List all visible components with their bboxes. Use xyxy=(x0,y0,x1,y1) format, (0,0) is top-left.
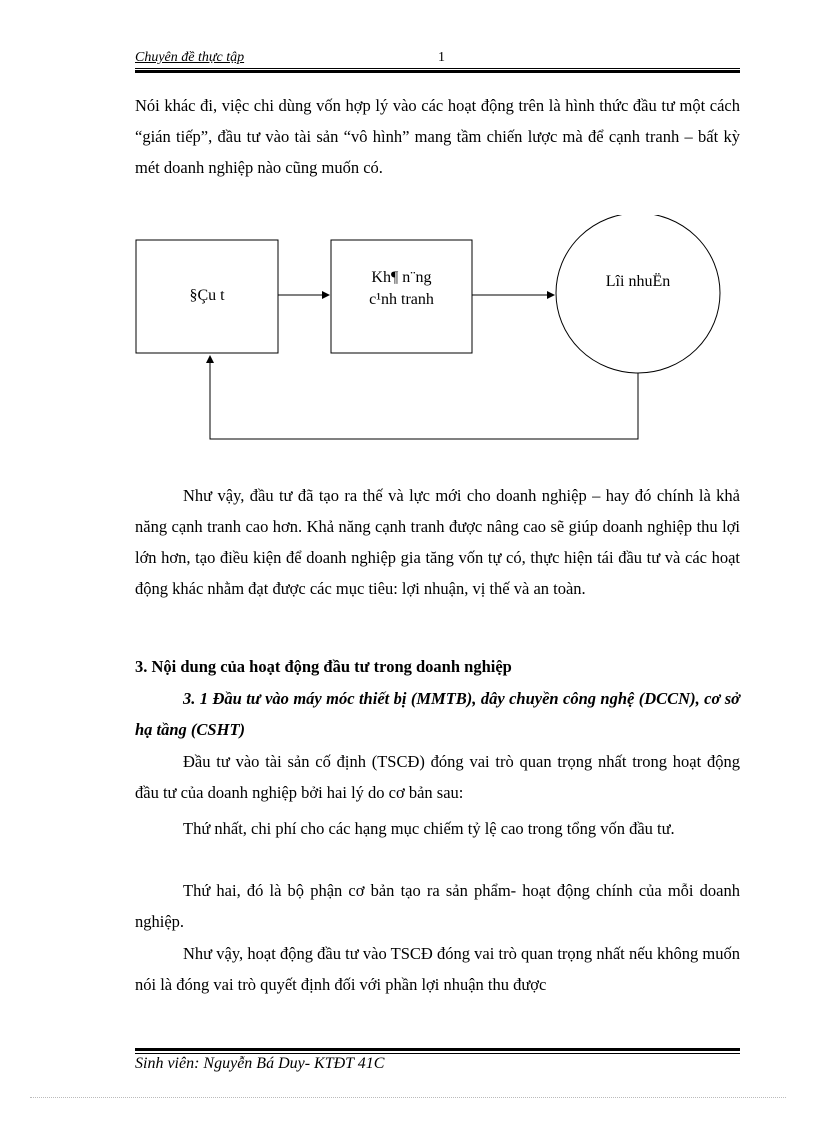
page-footer xyxy=(135,1045,740,1085)
section-heading-3: 3. Nội dung của hoạt động đầu tư trong doanh nghiệp xyxy=(135,657,512,676)
footer-rule-thin xyxy=(135,1053,740,1054)
intro-paragraph: Nói khác đi, việc chi dùng vốn hợp lý vào các hoạt động trên là hình thức đầu tư một cách “gián tiếp”, đầu tư vào tài sản “vô hình” mang tầm chiến lược mà để cạnh tranh – bất kỳ mét doanh nghiệp nào cũng muốn có. xyxy=(135,96,740,177)
paragraph-second-reason: Thứ hai, đó là bộ phận cơ bản tạo ra sản phẩm- hoạt động chính của mỗi doanh nghiệp. xyxy=(135,881,740,931)
competitiveness-label-line2: c¹nh tranh xyxy=(369,291,434,308)
paragraph-first-reason: Thứ nhất, chi phí cho các hạng mục chiếm tỷ lệ cao trong tổng vốn đầu tư. xyxy=(183,819,675,838)
paragraph-fixed-assets: Đầu tư vào tài sản cố định (TSCĐ) đóng vai trò quan trọng nhất trong hoạt động đầu tư của doanh nghiệp bởi hai lý do cơ bản sau: xyxy=(135,752,740,802)
subsection-heading-3-1: 3. 1 Đầu tư vào máy móc thiết bị (MMTB), dây chuyền công nghệ (DCCN), cơ sở hạ tầng (CSHT) xyxy=(135,689,740,739)
competitiveness-label-line1: Kh¶ n¨ng xyxy=(371,269,432,286)
page-header xyxy=(135,48,740,72)
header-rule-thick xyxy=(135,70,740,73)
flow-diagram xyxy=(120,215,740,445)
flow-diagram-svg xyxy=(120,215,740,445)
arrow-profit-to-investment xyxy=(210,356,638,439)
footer-rule-thick xyxy=(135,1048,740,1051)
header-rule-thin xyxy=(135,68,740,69)
profit-label: Lîi nhuËn xyxy=(605,273,671,290)
paragraph-consequence: Như vậy, đầu tư đã tạo ra thế và lực mới cho doanh nghiệp – hay đó chính là khả năng cạnh tranh cao hơn. Khả năng cạnh tranh được nâng cao sẽ giúp doanh nghiệp thu lợi lớn hơn, tạo điều kiện để doanh nghiệp gia tăng vốn tự có, thực hiện tái đầu tư và các hoạt động khác nhằm đạt được các mục tiêu: lợi nhuận, vị thế và an toàn. xyxy=(135,486,740,598)
footer-author: Sinh viên: Nguyễn Bá Duy- KTĐT 41C xyxy=(135,1055,385,1072)
header-title: Chuyên đề thực tập xyxy=(135,50,245,65)
paragraph-conclusion: Như vậy, hoạt động đầu tư vào TSCĐ đóng vai trò quan trọng nhất nếu không muốn nói là đóng vai trò quyết định đối với phần lợi nhuận thu được xyxy=(135,944,740,994)
profit-circle xyxy=(556,215,720,373)
page-number: 1 xyxy=(438,50,445,65)
investment-label: §Çu t xyxy=(189,287,225,304)
page-bottom-border xyxy=(30,1097,786,1098)
